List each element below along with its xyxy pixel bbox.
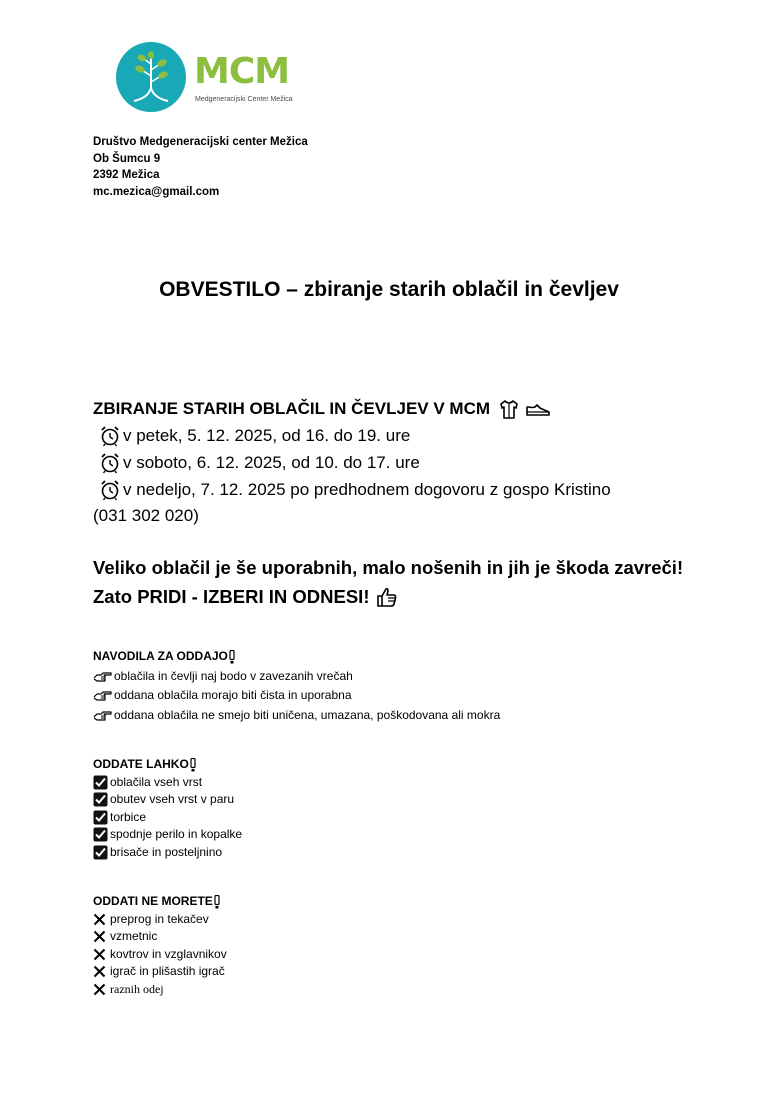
check-mark-icon bbox=[93, 845, 108, 860]
allowed-item: brisače in posteljnino bbox=[93, 844, 242, 862]
date-friday: v petek, 5. 12. 2025, od 16. do 19. ure bbox=[93, 422, 611, 449]
email-address[interactable]: mc.mezica@gmail.com bbox=[93, 185, 220, 198]
instruction-item: oddana oblačila ne smejo biti uničena, umazana, poškodovana ali mokra bbox=[93, 706, 500, 726]
address-block bbox=[93, 134, 308, 200]
forbidden-heading: ODDATI NE MORETE bbox=[93, 893, 227, 911]
alarm-clock-icon bbox=[99, 452, 121, 474]
allowed-section bbox=[93, 756, 242, 861]
forbidden-item: kovtrov in vzglavnikov bbox=[93, 946, 227, 964]
instruction-item: oblačila in čevlji naj bodo v zavezanih vrečah bbox=[93, 667, 500, 687]
cross-mark-icon bbox=[93, 965, 106, 978]
collection-section bbox=[93, 395, 611, 529]
allowed-heading: ODDATE LAHKO bbox=[93, 756, 242, 774]
exclamation-icon bbox=[214, 895, 220, 909]
check-mark-icon bbox=[93, 792, 108, 807]
check-mark-icon bbox=[93, 810, 108, 825]
forbidden-item: preprog in tekačev bbox=[93, 911, 227, 929]
date-saturday: v soboto, 6. 12. 2025, od 10. do 17. ure bbox=[93, 449, 611, 476]
contact-phone: (031 302 020) bbox=[93, 506, 199, 525]
cross-mark-icon bbox=[93, 983, 106, 996]
allowed-item: oblačila vseh vrst bbox=[93, 774, 242, 792]
cross-mark-icon bbox=[93, 948, 106, 961]
appeal-section bbox=[93, 553, 683, 611]
appeal-line-2-row bbox=[93, 582, 683, 611]
mcm-logo bbox=[116, 42, 336, 112]
instruction-item: oddana oblačila morajo biti čista in uporabna bbox=[93, 686, 500, 706]
pointing-hand-icon bbox=[93, 709, 112, 722]
collection-heading: ZBIRANJE STARIH OBLAČIL IN ČEVLJEV V MCM bbox=[93, 395, 611, 422]
forbidden-item: vzmetnic bbox=[93, 928, 227, 946]
instructions-section bbox=[93, 647, 500, 725]
forbidden-section bbox=[93, 893, 227, 998]
check-mark-icon bbox=[93, 775, 108, 790]
cross-mark-icon bbox=[93, 930, 106, 943]
instructions-heading: NAVODILA ZA ODDAJO bbox=[93, 647, 500, 667]
check-mark-icon bbox=[93, 827, 108, 842]
thumbs-up-icon bbox=[375, 585, 399, 609]
appeal-line-2: Zato PRIDI - IZBERI IN ODNESI! bbox=[93, 586, 370, 607]
allowed-item: torbice bbox=[93, 809, 242, 827]
exclamation-icon bbox=[229, 650, 235, 664]
shirt-icon bbox=[498, 398, 520, 420]
alarm-clock-icon bbox=[99, 425, 121, 447]
forbidden-item: raznih odej bbox=[93, 981, 227, 999]
allowed-item: obutev vseh vrst v paru bbox=[93, 791, 242, 809]
exclamation-icon bbox=[190, 758, 196, 772]
postal-city: 2392 Mežica bbox=[93, 169, 160, 181]
page-title: OBVESTILO – zbiranje starih oblačil in čevljev bbox=[159, 278, 619, 301]
logo-wordmark: MCM bbox=[194, 51, 290, 92]
pointing-hand-icon bbox=[93, 689, 112, 702]
appeal-line-1: Veliko oblačil je še uporabnih, malo nošenih in jih je škoda zavreči! bbox=[93, 557, 684, 578]
street-address: Ob Šumcu 9 bbox=[93, 152, 161, 165]
shoe-icon bbox=[524, 398, 552, 420]
cross-mark-icon bbox=[93, 913, 106, 926]
forbidden-item: igrač in plišastih igrač bbox=[93, 963, 227, 981]
organization-name: Društvo Medgeneracijski center Mežica bbox=[93, 136, 308, 148]
date-sunday: v nedeljo, 7. 12. 2025 po predhodnem dogovoru z gospo Kristino bbox=[93, 476, 611, 503]
logo-subtitle: Medgeneracijski Center Mežica bbox=[195, 96, 293, 103]
pointing-hand-icon bbox=[93, 670, 112, 683]
tree-logo-icon bbox=[116, 42, 186, 112]
alarm-clock-icon bbox=[99, 479, 121, 501]
allowed-item: spodnje perilo in kopalke bbox=[93, 826, 242, 844]
